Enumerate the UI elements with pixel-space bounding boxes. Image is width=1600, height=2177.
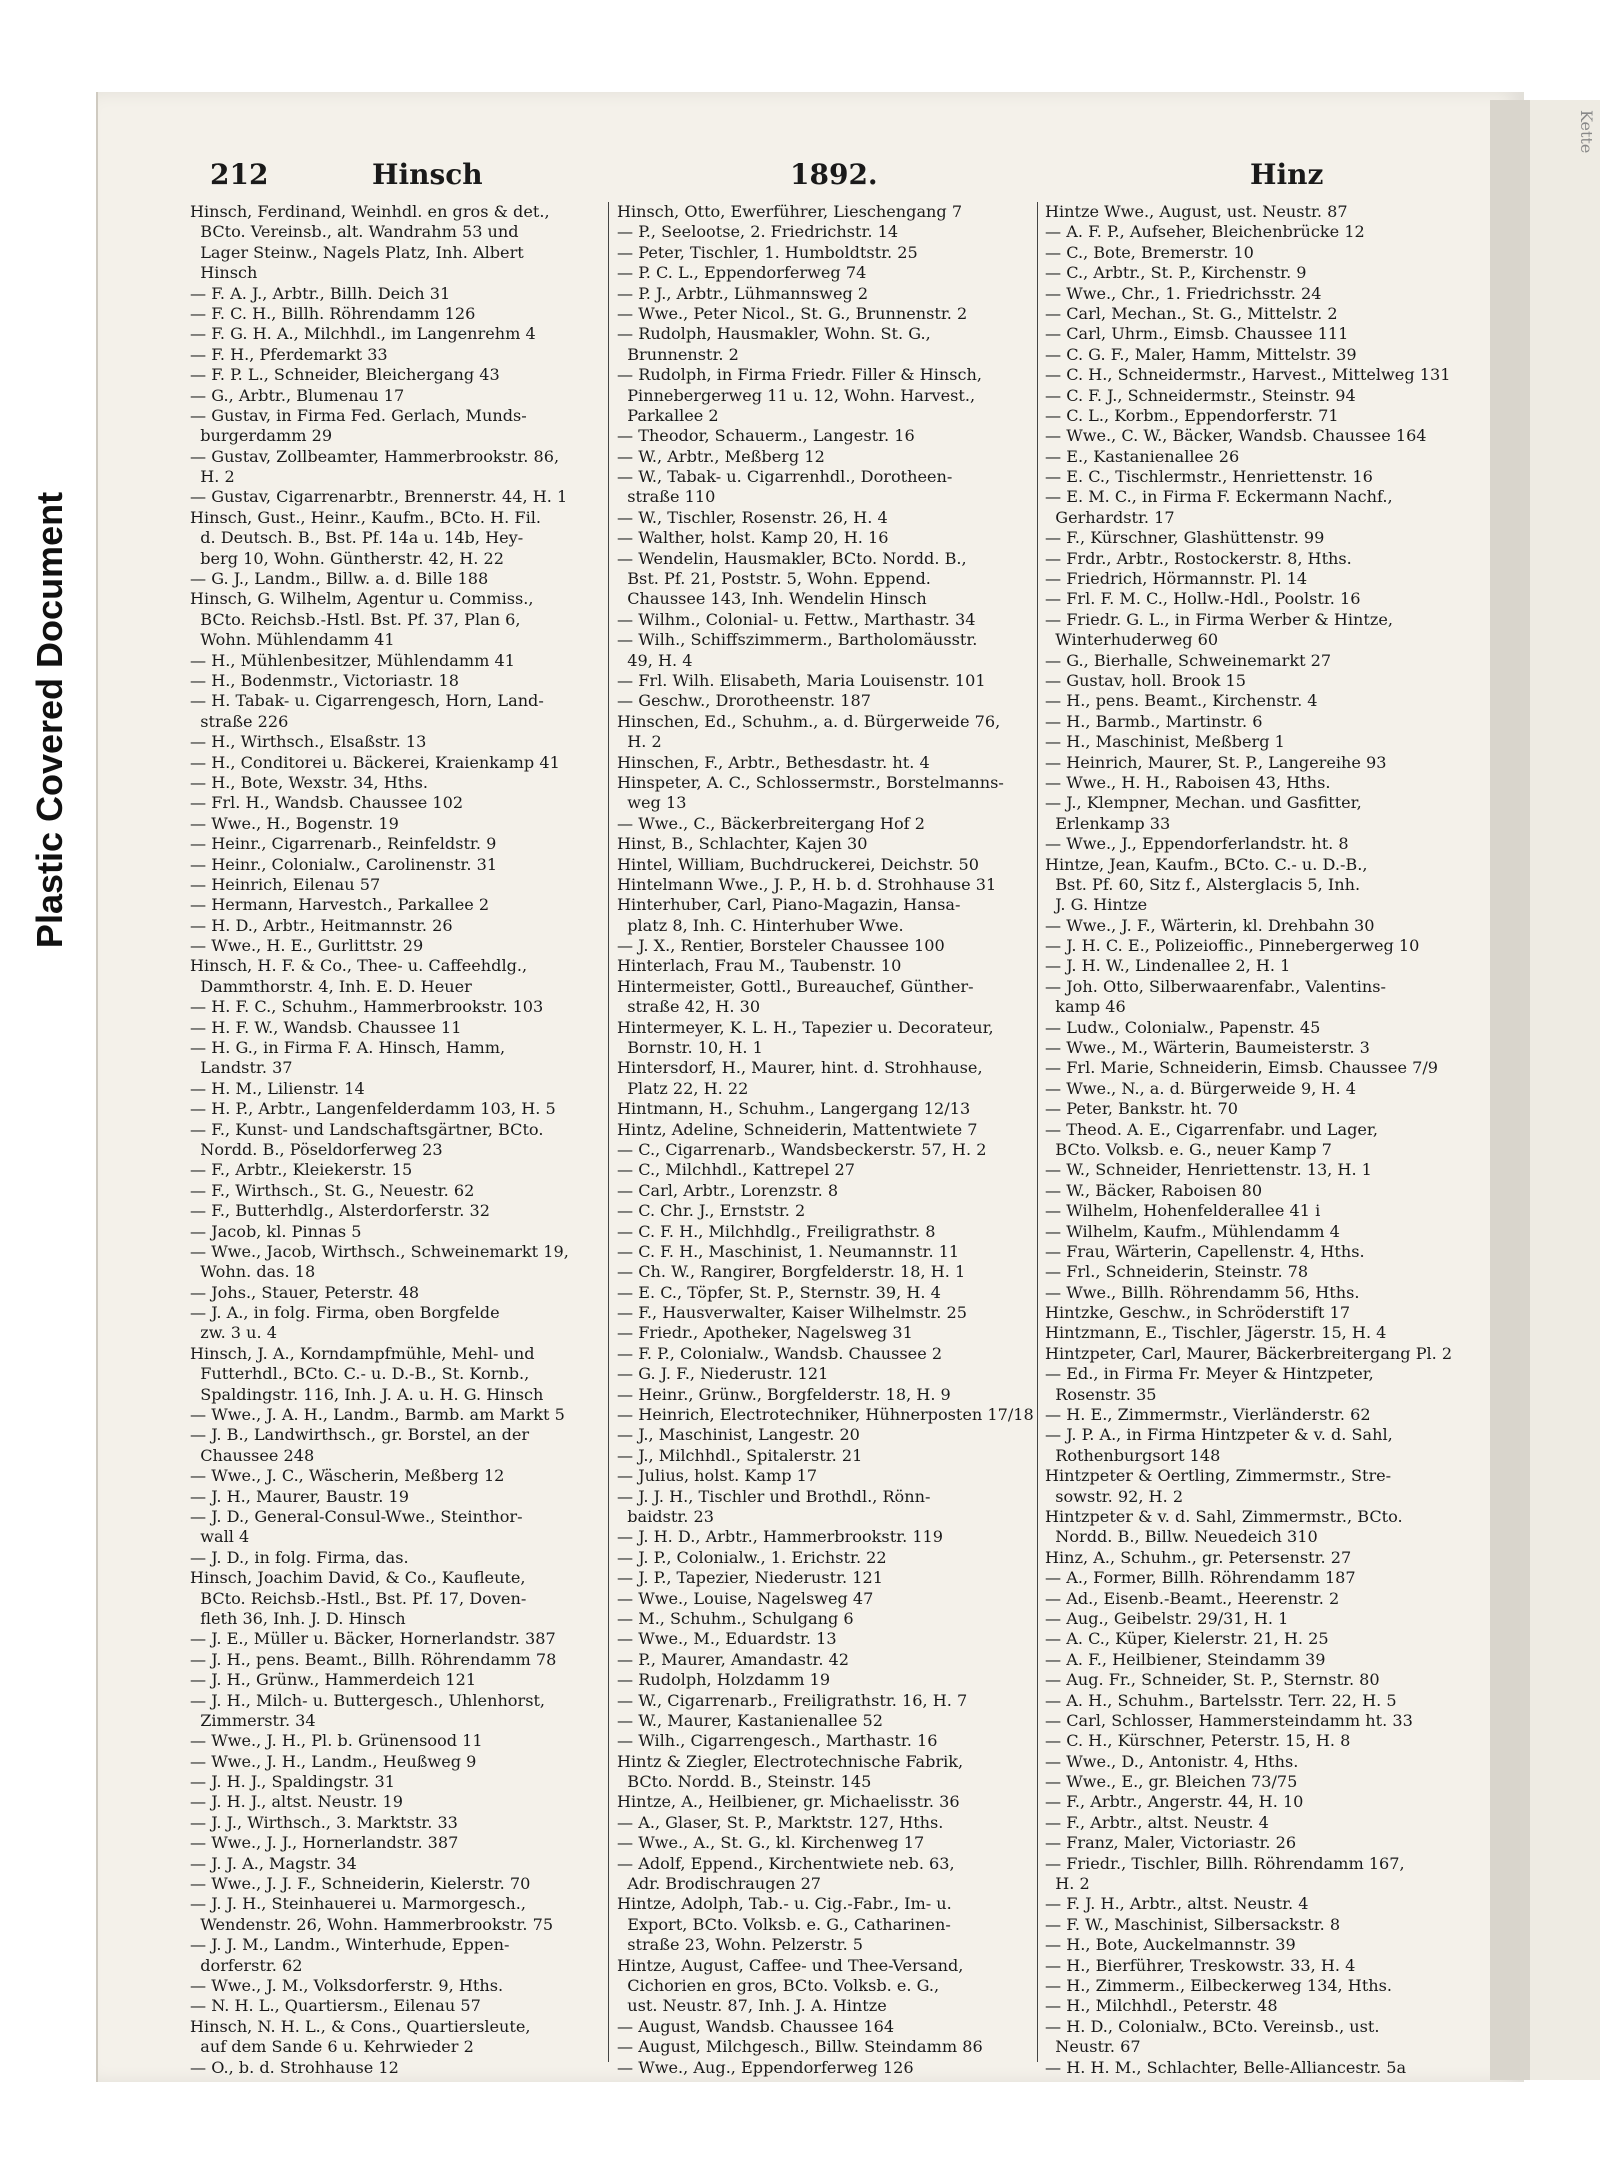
directory-entry-line: Hinsch, Joachim David, & Co., Kaufleute,	[190, 1568, 526, 1588]
directory-entry-line: — Gustav, Cigarrenarbtr., Brennerstr. 44, H. 1	[190, 487, 568, 507]
directory-entry-line: — Franz, Maler, Victoriastr. 26	[1045, 1833, 1297, 1853]
directory-entry-line: — Wwe., J. J. F., Schneiderin, Kielerstr. 70	[190, 1874, 531, 1894]
directory-entry-line: — Wilhelm, Hohenfelderallee 41 i	[1045, 1201, 1321, 1221]
directory-entry-line: — Wwe., E., gr. Bleichen 73/75	[1045, 1772, 1298, 1792]
directory-entry-line: — F. A. J., Arbtr., Billh. Deich 31	[190, 283, 451, 303]
directory-entry-line: — N. H. L., Quartiersm., Eilenau 57	[190, 1996, 481, 2016]
directory-entry-line: — C., Milchhdl., Kattrepel 27	[617, 1160, 855, 1180]
directory-entry-line: Hinterlach, Frau M., Taubenstr. 10	[617, 956, 902, 976]
directory-entry-line: Nordd. B., Pöseldorferweg 23	[190, 1139, 443, 1159]
directory-entry-line: Hintz, Adeline, Schneiderin, Mattentwiete 7	[617, 1119, 978, 1139]
directory-entry-line: — Wwe., J. J., Hornerlandstr. 387	[190, 1833, 459, 1853]
page-gutter	[1490, 100, 1530, 2080]
directory-entry-line: Hintzke, Geschw., in Schröderstift 17	[1045, 1303, 1351, 1323]
directory-entry-line: Hinsch, G. Wilhelm, Agentur u. Commiss.,	[190, 589, 534, 609]
directory-entry-line: — Wwe., Aug., Eppendorferweg 126	[617, 2057, 914, 2077]
directory-entry-line: — F., Arbtr., altst. Neustr. 4	[1045, 1812, 1269, 1832]
directory-entry-line: Bst. Pf. 21, Poststr. 5, Wohn. Eppend.	[617, 569, 931, 589]
directory-entry-line: Parkallee 2	[617, 405, 719, 425]
directory-entry-line: — J. H., pens. Beamt., Billh. Röhrendamm 78	[190, 1649, 557, 1669]
directory-entry-line: — Ch. W., Rangirer, Borgfelderstr. 18, H. 1	[617, 1262, 966, 1282]
directory-entry-line: — H., Bodenmstr., Victoriastr. 18	[190, 670, 460, 690]
directory-entry-line: Hinschen, F., Arbtr., Bethesdastr. ht. 4	[617, 752, 930, 772]
directory-entry-line: — J. J. M., Landm., Winterhude, Eppen-	[190, 1935, 510, 1955]
directory-column-2	[617, 202, 1034, 2077]
column-rule	[1037, 202, 1038, 2062]
directory-entry-line: — W., Tabak- u. Cigarrenhdl., Dorotheen-	[617, 467, 953, 487]
directory-entry-line: — J. D., General-Consul-Wwe., Steinthor-	[190, 1507, 523, 1526]
directory-entry-line: straße 23, Wohn. Pelzerstr. 5	[617, 1935, 864, 1955]
directory-entry-line: — J. H. J., altst. Neustr. 19	[190, 1792, 403, 1812]
directory-entry-line: — Aug., Geibelstr. 29/31, H. 1	[1045, 1608, 1289, 1628]
directory-entry-line: — F., Kürschner, Glashüttenstr. 99	[1045, 528, 1325, 548]
directory-entry-line: — Wwe., Jacob, Wirthsch., Schweinemarkt 19,	[190, 1241, 569, 1261]
directory-entry-line: — F. P. L., Schneider, Bleichergang 43	[190, 365, 500, 385]
directory-entry-line: Bornstr. 10, H. 1	[617, 1038, 763, 1058]
directory-entry-line: — Gustav, in Firma Fed. Gerlach, Munds-	[190, 405, 527, 425]
directory-entry-line: — Wilh., Schiffszimmerm., Bartholomäusstr.	[617, 630, 978, 650]
directory-entry-line: — H. G., in Firma F. A. Hinsch, Hamm,	[190, 1038, 506, 1058]
directory-entry-line: — Ad., Eisenb.-Beamt., Heerenstr. 2	[1045, 1588, 1340, 1608]
directory-entry-line: — F., Arbtr., Angerstr. 44, H. 10	[1045, 1792, 1304, 1812]
directory-entry-line: — F., Hausverwalter, Kaiser Wilhelmstr. 25	[617, 1303, 968, 1323]
directory-entry-line: Rothenburgsort 148	[1045, 1445, 1221, 1465]
directory-entry-line: — Friedr., Tischler, Billh. Röhrendamm 167,	[1045, 1853, 1405, 1873]
directory-entry-line: — E., Kastanienallee 26	[1045, 446, 1240, 466]
directory-entry-line: — P. J., Arbtr., Lühmannsweg 2	[617, 283, 869, 303]
directory-entry-line: Hinsch, J. A., Korndampfmühle, Mehl- und	[190, 1343, 535, 1363]
directory-entry-line: — Aug. Fr., Schneider, St. P., Sternstr. 80	[1045, 1670, 1380, 1690]
directory-entry-line: — J. H., Maurer, Baustr. 19	[190, 1486, 409, 1506]
directory-entry-line: Hintzpeter & v. d. Sahl, Zimmermstr., BCto.	[1045, 1507, 1403, 1526]
directory-entry-line: fleth 36, Inh. J. D. Hinsch	[190, 1608, 406, 1628]
directory-entry-line: Hinterhuber, Carl, Piano-Magazin, Hansa-	[617, 895, 961, 915]
directory-entry-line: — J. E., Müller u. Bäcker, Hornerlandstr. 387	[190, 1629, 556, 1649]
directory-entry-line: — Wwe., J. C., Wäscherin, Meßberg 12	[190, 1466, 505, 1486]
directory-entry-line: straße 226	[190, 711, 289, 731]
directory-entry-line: — J. D., in folg. Firma, das.	[190, 1547, 409, 1567]
directory-entry-line: — E. M. C., in Firma F. Eckermann Nachf.,	[1045, 487, 1393, 507]
directory-entry-line: — Heinr., Grünw., Borgfelderstr. 18, H. 9	[617, 1384, 951, 1404]
directory-entry-line: — Theodor, Schauerm., Langestr. 16	[617, 426, 915, 446]
directory-entry-line: — Ed., in Firma Fr. Meyer & Hintzpeter,	[1045, 1364, 1374, 1384]
directory-entry-line: Hintze, A., Heilbiener, gr. Michaelisstr. 36	[617, 1792, 960, 1812]
directory-entry-line: — Wwe., J. H., Pl. b. Grünensood 11	[190, 1731, 483, 1751]
directory-entry-line: — J. J. H., Tischler und Brothdl., Rönn-	[617, 1486, 931, 1506]
side-label: Plastic Covered Document	[29, 491, 71, 949]
directory-entry-line: Neustr. 67	[1045, 2037, 1141, 2057]
directory-entry-line: — P., Seelootse, 2. Friedrichstr. 14	[617, 222, 899, 242]
directory-entry-line: — H., Bote, Auckelmannstr. 39	[1045, 1935, 1296, 1955]
directory-entry-line: J. G. Hintze	[1045, 895, 1148, 915]
directory-entry-line: Zimmerstr. 34	[190, 1710, 316, 1730]
directory-entry-line: auf dem Sande 6 u. Kehrwieder 2	[190, 2037, 474, 2057]
directory-entry-line: — Friedrich, Hörmannstr. Pl. 14	[1045, 569, 1308, 589]
directory-entry-line: — Heinrich, Maurer, St. P., Langereihe 93	[1045, 752, 1387, 772]
directory-entry-line: — H., Bote, Wexstr. 34, Hths.	[190, 772, 428, 792]
directory-entry-line: — F. W., Maschinist, Silbersackstr. 8	[1045, 1914, 1341, 1934]
directory-entry-line: Hintersdorf, H., Maurer, hint. d. Strohhause,	[617, 1058, 983, 1078]
directory-entry-line: — Wwe., H. E., Gurlittstr. 29	[190, 936, 424, 956]
directory-entry-line: — H. Tabak- u. Cigarrengesch, Horn, Land-	[190, 691, 544, 711]
directory-entry-line: — H., Wirthsch., Elsaßstr. 13	[190, 732, 427, 752]
directory-entry-line: — G., Arbtr., Blumenau 17	[190, 385, 405, 405]
directory-entry-line: — C., Cigarrenarb., Wandsbeckerstr. 57, H. 2	[617, 1139, 987, 1159]
directory-entry-line: — H. M., Lilienstr. 14	[190, 1078, 365, 1098]
directory-entry-line: BCto. Reichsb.-Hstl., Bst. Pf. 17, Doven-	[190, 1588, 527, 1608]
directory-entry-line: — Carl, Mechan., St. G., Mittelstr. 2	[1045, 303, 1338, 323]
directory-entry-line: Cichorien en gros, BCto. Volksb. e. G.,	[617, 1975, 940, 1995]
directory-entry-line: — C. H., Schneidermstr., Harvest., Mittelweg 131	[1045, 365, 1451, 385]
directory-entry-line: — H., Milchhdl., Peterstr. 48	[1045, 1996, 1278, 2016]
directory-entry-line: ust. Neustr. 87, Inh. J. A. Hintze	[617, 1996, 887, 2016]
directory-entry-line: — C. F. H., Maschinist, 1. Neumannstr. 11	[617, 1241, 960, 1261]
directory-entry-line: — Wendelin, Hausmakler, BCto. Nordd. B.,	[617, 548, 967, 568]
directory-entry-line: — August, Milchgesch., Billw. Steindamm 86	[617, 2037, 983, 2057]
directory-entry-line: Futterhdl., BCto. C.- u. D.-B., St. Kornb.,	[190, 1364, 530, 1384]
directory-entry-line: — H. D., Arbtr., Heitmannstr. 26	[190, 915, 453, 935]
directory-entry-line: Hinspeter, A. C., Schlossermstr., Borstelmanns-	[617, 772, 1004, 792]
directory-entry-line: Adr. Brodischraugen 27	[617, 1874, 822, 1894]
directory-entry-line: H. 2	[190, 467, 235, 487]
directory-entry-line: — C. F. H., Milchhdlg., Freiligrathstr. 8	[617, 1221, 936, 1241]
directory-entry-line: burgerdamm 29	[190, 426, 333, 446]
directory-entry-line: — W., Cigarrenarb., Freiligrathstr. 16, H. 7	[617, 1690, 968, 1710]
directory-entry-line: Hinsch, Ferdinand, Weinhdl. en gros & det.,	[190, 202, 550, 221]
directory-entry-line: — Jacob, kl. Pinnas 5	[190, 1221, 362, 1241]
directory-entry-line: — Gustav, holl. Brook 15	[1045, 670, 1246, 690]
directory-entry-line: — Wwe., J. H., Landm., Heußweg 9	[190, 1751, 477, 1771]
directory-entry-line: — Heinrich, Electrotechniker, Hühnerposten 17/18	[617, 1405, 1034, 1425]
directory-entry-line: — Wilhelm, Kaufm., Mühlendamm 4	[1045, 1221, 1340, 1241]
directory-entry-line: — Adolf, Eppend., Kirchentwiete neb. 63,	[617, 1853, 955, 1873]
directory-entry-line: — G., Bierhalle, Schweinemarkt 27	[1045, 650, 1332, 670]
directory-entry-line: — Joh. Otto, Silberwaarenfabr., Valentins-	[1045, 976, 1386, 996]
directory-entry-line: BCto. Reichsb.-Hstl. Bst. Pf. 37, Plan 6,	[190, 609, 521, 629]
directory-entry-line: — H. F. W., Wandsb. Chaussee 11	[190, 1017, 462, 1037]
directory-entry-line: — Frdr., Arbtr., Rostockerstr. 8, Hths.	[1045, 548, 1352, 568]
directory-entry-line: — H., Maschinist, Meßberg 1	[1045, 732, 1285, 752]
directory-entry-line: — H., Bierführer, Treskowstr. 33, H. 4	[1045, 1955, 1356, 1975]
directory-entry-line: Hintz & Ziegler, Electrotechnische Fabrik,	[617, 1751, 964, 1771]
directory-entry-line: — Rudolph, Hausmakler, Wohn. St. G.,	[617, 324, 931, 344]
directory-entry-line: — Rudolph, Holzdamm 19	[617, 1670, 831, 1690]
directory-entry-line: — J., Klempner, Mechan. und Gasfitter,	[1045, 793, 1362, 813]
directory-entry-line: Hintermeister, Gottl., Bureauchef, Günther-	[617, 976, 974, 996]
directory-entry-line: Hintzpeter & Oertling, Zimmermstr., Stre-	[1045, 1466, 1392, 1486]
column-rule	[608, 202, 609, 2062]
directory-entry-line: — J. J. A., Magstr. 34	[190, 1853, 357, 1873]
directory-entry-line: Hinsch	[190, 263, 258, 283]
directory-entry-line: — J. X., Rentier, Borsteler Chaussee 100	[617, 936, 945, 956]
directory-entry-line: — Rudolph, in Firma Friedr. Filler & Hinsch,	[617, 365, 983, 385]
directory-entry-line: — H., pens. Beamt., Kirchenstr. 4	[1045, 691, 1318, 711]
directory-entry-line: wall 4	[190, 1527, 250, 1547]
directory-entry-line: Nordd. B., Billw. Neuedeich 310	[1045, 1527, 1318, 1547]
directory-entry-line: — Wwe., J., Eppendorferlandstr. ht. 8	[1045, 834, 1349, 854]
directory-entry-line: Dammthorstr. 4, Inh. E. D. Heuer	[190, 976, 472, 996]
directory-entry-line: — Wilhm., Colonial- u. Fettw., Marthastr. 34	[617, 609, 976, 629]
directory-entry-line: Lager Steinw., Nagels Platz, Inh. Albert	[190, 242, 524, 262]
directory-entry-line: — W., Schneider, Henriettenstr. 13, H. 1	[1045, 1160, 1372, 1180]
directory-entry-line: straße 42, H. 30	[617, 997, 761, 1017]
directory-entry-line: — Wilh., Cigarrengesch., Marthastr. 16	[617, 1731, 938, 1751]
directory-entry-line: — Peter, Tischler, 1. Humboldtstr. 25	[617, 242, 918, 262]
directory-entry-line: — Wwe., Billh. Röhrendamm 56, Hths.	[1045, 1282, 1360, 1302]
directory-entry-line: — P., Maurer, Amandastr. 42	[617, 1649, 850, 1669]
directory-entry-line: — Wwe., C., Bäckerbreitergang Hof 2	[617, 813, 925, 833]
directory-entry-line: Chaussee 143, Inh. Wendelin Hinsch	[617, 589, 927, 609]
directory-entry-line: Hintermeyer, K. L. H., Tapezier u. Decorateur,	[617, 1017, 994, 1037]
directory-entry-line: — F., Kunst- und Landschaftsgärtner, BCto.	[190, 1119, 544, 1139]
header-year: 1892.	[790, 158, 878, 191]
directory-entry-line: Hinschen, Ed., Schuhm., a. d. Bürgerweide 76,	[617, 711, 1001, 731]
directory-entry-line: — Johs., Stauer, Peterstr. 48	[190, 1282, 420, 1302]
directory-entry-line: — Wwe., C. W., Bäcker, Wandsb. Chaussee 164	[1045, 426, 1427, 446]
directory-entry-line: BCto. Vereinsb., alt. Wandrahm 53 und	[190, 222, 519, 242]
directory-entry-line: — Heinr., Colonialw., Carolinenstr. 31	[190, 854, 498, 874]
directory-entry-line: — C. Chr. J., Ernststr. 2	[617, 1201, 806, 1221]
directory-entry-line: straße 110	[617, 487, 716, 507]
directory-entry-line: Wendenstr. 26, Wohn. Hammerbrookstr. 75	[190, 1914, 554, 1934]
directory-entry-line: — Peter, Bankstr. ht. 70	[1045, 1099, 1238, 1119]
directory-entry-line: H. 2	[617, 732, 662, 752]
directory-entry-line: — Wwe., A., St. G., kl. Kirchenweg 17	[617, 1833, 925, 1853]
directory-entry-line: — Wwe., M., Eduardstr. 13	[617, 1629, 837, 1649]
directory-entry-line: Chaussee 248	[190, 1445, 315, 1465]
directory-entry-line: Export, BCto. Volksb. e. G., Catharinen-	[617, 1914, 951, 1934]
directory-entry-line: — Wwe., Chr., 1. Friedrichsstr. 24	[1045, 283, 1322, 303]
directory-entry-line: — J. P., Colonialw., 1. Erichstr. 22	[617, 1547, 887, 1567]
directory-entry-line: — F. P., Colonialw., Wandsb. Chaussee 2	[617, 1343, 943, 1363]
directory-entry-line: Gerhardstr. 17	[1045, 507, 1175, 527]
directory-entry-line: Hinsch, Gust., Heinr., Kaufm., BCto. H. Fil.	[190, 507, 541, 527]
directory-entry-line: Hintze, August, Caffee- und Thee-Versand,	[617, 1955, 964, 1975]
directory-entry-line: — A., Former, Billh. Röhrendamm 187	[1045, 1568, 1356, 1588]
directory-entry-line: — Frl. F. M. C., Hollw.-Hdl., Poolstr. 16	[1045, 589, 1361, 609]
directory-entry-line: 49, H. 4	[617, 650, 693, 670]
directory-entry-line: — F. H., Pferdemarkt 33	[190, 344, 388, 364]
directory-entry-line: — Wwe., H., Bogenstr. 19	[190, 813, 399, 833]
directory-entry-line: — A. C., Küper, Kielerstr. 21, H. 25	[1045, 1629, 1329, 1649]
directory-entry-line: — A. H., Schuhm., Bartelsstr. Terr. 22, H. 5	[1045, 1690, 1397, 1710]
directory-entry-line: — Wwe., J. F., Wärterin, kl. Drehbahn 30	[1045, 915, 1375, 935]
directory-entry-line: — M., Schuhm., Schulgang 6	[617, 1608, 854, 1628]
directory-entry-line: — P. C. L., Eppendorferweg 74	[617, 263, 867, 283]
directory-entry-line: — J. H. J., Spaldingstr. 31	[190, 1772, 396, 1792]
directory-entry-line: — J. H. W., Lindenallee 2, H. 1	[1045, 956, 1291, 976]
directory-entry-line: Rosenstr. 35	[1045, 1384, 1157, 1404]
directory-entry-line: — Wwe., Peter Nicol., St. G., Brunnenstr. 2	[617, 303, 968, 323]
directory-entry-line: — C. L., Korbm., Eppendorferstr. 71	[1045, 405, 1339, 425]
directory-entry-line: — J. H. C. E., Polizeioffic., Pinnebergerweg 10	[1045, 936, 1420, 956]
directory-entry-line: — J. A., in folg. Firma, oben Borgfelde	[190, 1303, 500, 1323]
directory-entry-line: — Wwe., N., a. d. Bürgerweide 9, H. 4	[1045, 1078, 1356, 1098]
directory-entry-line: Pinnebergerweg 11 u. 12, Wohn. Harvest.,	[617, 385, 976, 405]
directory-entry-line: baidstr. 23	[617, 1507, 714, 1526]
directory-entry-line: Hintelmann Wwe., J. P., H. b. d. Strohhause 31	[617, 874, 997, 894]
directory-entry-line: — Frl. Wilh. Elisabeth, Maria Louisenstr. 101	[617, 670, 986, 690]
directory-entry-line: — Friedr. G. L., in Firma Werber & Hintze,	[1045, 609, 1394, 629]
directory-entry-line: Wohn. das. 18	[190, 1262, 316, 1282]
directory-entry-line: — A. F., Heilbiener, Steindamm 39	[1045, 1649, 1326, 1669]
directory-entry-line: — F. G. H. A., Milchhdl., im Langenrehm 4	[190, 324, 536, 344]
directory-entry-line: Hintze, Adolph, Tab.- u. Cig.-Fabr., Im- u.	[617, 1894, 952, 1914]
directory-entry-line: Hinz, A., Schuhm., gr. Petersenstr. 27	[1045, 1547, 1352, 1567]
directory-entry-line: — Wwe., J. M., Volksdorferstr. 9, Hths.	[190, 1975, 504, 1995]
directory-entry-line: BCto. Nordd. B., Steinstr. 145	[617, 1772, 872, 1792]
directory-entry-line: platz 8, Inh. C. Hinterhuber Wwe.	[617, 915, 904, 935]
right-page-fragment: Kette	[1577, 110, 1596, 154]
directory-entry-line: Hintmann, H., Schuhm., Langergang 12/13	[617, 1099, 971, 1119]
directory-entry-line: — J. H. D., Arbtr., Hammerbrookstr. 119	[617, 1527, 944, 1547]
directory-entry-line: Hinsch, Otto, Ewerführer, Lieschengang 7	[617, 202, 963, 221]
directory-entry-line: Hintzmann, E., Tischler, Jägerstr. 15, H. 4	[1045, 1323, 1387, 1343]
directory-entry-line: — J. J., Wirthsch., 3. Marktstr. 33	[190, 1812, 458, 1832]
directory-entry-line: — E. C., Töpfer, St. P., Sternstr. 39, H. 4	[617, 1282, 941, 1302]
directory-entry-line: — Theod. A. E., Cigarrenfabr. und Lager,	[1045, 1119, 1378, 1139]
directory-entry-line: — Frl., Schneiderin, Steinstr. 78	[1045, 1262, 1309, 1282]
directory-entry-line: Landstr. 37	[190, 1058, 293, 1078]
directory-entry-line: — F., Arbtr., Kleiekerstr. 15	[190, 1160, 413, 1180]
directory-entry-line: H. 2	[1045, 1874, 1090, 1894]
directory-entry-line: — Carl, Uhrm., Eimsb. Chaussee 111	[1045, 324, 1349, 344]
directory-entry-line: — Wwe., M., Wärterin, Baumeisterstr. 3	[1045, 1038, 1370, 1058]
directory-entry-line: — H. H. M., Schlachter, Belle-Alliancestr. 5a	[1045, 2057, 1407, 2077]
directory-entry-line: Bst. Pf. 60, Sitz f., Alsterglacis 5, Inh.	[1045, 874, 1361, 894]
directory-entry-line: — J. P., Tapezier, Niederustr. 121	[617, 1568, 884, 1588]
directory-entry-line: Hintel, William, Buchdruckerei, Deichstr. 50	[617, 854, 979, 874]
directory-entry-line: — C., Bote, Bremerstr. 10	[1045, 242, 1254, 262]
directory-entry-line: — A., Glaser, St. P., Marktstr. 127, Hths.	[617, 1812, 944, 1832]
directory-entry-line: — H. P., Arbtr., Langenfelderdamm 103, H. 5	[190, 1099, 556, 1119]
directory-entry-line: — Wwe., J. A. H., Landm., Barmb. am Markt 5	[190, 1405, 565, 1425]
directory-entry-line: — H. E., Zimmermstr., Vierländerstr. 62	[1045, 1405, 1371, 1425]
directory-entry-line: — J. H., Milch- u. Buttergesch., Uhlenhorst,	[190, 1690, 546, 1710]
directory-entry-line: — C. H., Kürschner, Peterstr. 15, H. 8	[1045, 1731, 1351, 1751]
directory-entry-line: dorferstr. 62	[190, 1955, 303, 1975]
directory-entry-line: zw. 3 u. 4	[190, 1323, 277, 1343]
page-header	[110, 158, 1410, 196]
header-right-word: Hinz	[1250, 158, 1324, 191]
directory-entry-line: — Walther, holst. Kamp 20, H. 16	[617, 528, 889, 548]
directory-column-3	[1045, 202, 1475, 2077]
directory-entry-line: — J. H., Grünw., Hammerdeich 121	[190, 1670, 477, 1690]
directory-entry-line: — W., Maurer, Kastanienallee 52	[617, 1710, 883, 1730]
directory-entry-line: — Geschw., Drorotheenstr. 187	[617, 691, 871, 711]
directory-entry-line: — J., Maschinist, Langestr. 20	[617, 1425, 860, 1445]
directory-entry-line: — J. J. H., Steinhauerei u. Marmorgesch.,	[190, 1894, 527, 1914]
directory-entry-line: — Ludw., Colonialw., Papenstr. 45	[1045, 1017, 1321, 1037]
directory-entry-line: — F., Butterhdlg., Alsterdorferstr. 32	[190, 1201, 490, 1221]
directory-entry-line: — A. F. P., Aufseher, Bleichenbrücke 12	[1045, 222, 1365, 242]
directory-entry-line: berg 10, Wohn. Güntherstr. 42, H. 22	[190, 548, 504, 568]
directory-entry-line: — W., Tischler, Rosenstr. 26, H. 4	[617, 507, 888, 527]
directory-entry-line: — C., Arbtr., St. P., Kirchenstr. 9	[1045, 263, 1307, 283]
directory-entry-line: — H., Conditorei u. Bäckerei, Kraienkamp 41	[190, 752, 560, 772]
directory-entry-line: — C. G. F., Maler, Hamm, Mittelstr. 39	[1045, 344, 1357, 364]
directory-entry-line: Wohn. Mühlendamm 41	[190, 630, 395, 650]
directory-entry-line: — Wwe., H. H., Raboisen 43, Hths.	[1045, 772, 1331, 792]
directory-entry-line: weg 13	[617, 793, 687, 813]
directory-entry-line: BCto. Volksb. e. G., neuer Kamp 7	[1045, 1139, 1332, 1159]
directory-entry-line: — W., Bäcker, Raboisen 80	[1045, 1180, 1263, 1200]
directory-entry-line: — F. C. H., Billh. Röhrendamm 126	[190, 303, 476, 323]
directory-entry-line: — Hermann, Harvestch., Parkallee 2	[190, 895, 490, 915]
directory-entry-line: — C. F. J., Schneidermstr., Steinstr. 94	[1045, 385, 1356, 405]
directory-entry-line: — H., Barmb., Martinstr. 6	[1045, 711, 1263, 731]
directory-entry-line: d. Deutsch. B., Bst. Pf. 14a u. 14b, Hey-	[190, 528, 524, 548]
directory-entry-line: — Carl, Schlosser, Hammersteindamm ht. 33	[1045, 1710, 1413, 1730]
directory-entry-line: — Wwe., Louise, Nagelsweg 47	[617, 1588, 874, 1608]
directory-entry-line: Platz 22, H. 22	[617, 1078, 749, 1098]
directory-entry-line: — E. C., Tischlermstr., Henriettenstr. 16	[1045, 467, 1373, 487]
directory-entry-line: — J. P. A., in Firma Hintzpeter & v. d. Sahl,	[1045, 1425, 1393, 1445]
directory-entry-line: Winterhuderweg 60	[1045, 630, 1219, 650]
header-left-word: Hinsch	[372, 158, 483, 191]
directory-entry-line: Hintze, Jean, Kaufm., BCto. C.- u. D.-B.,	[1045, 854, 1368, 874]
directory-entry-line: — J., Milchhdl., Spitalerstr. 21	[617, 1445, 863, 1465]
directory-entry-line: — August, Wandsb. Chaussee 164	[617, 2016, 895, 2036]
directory-entry-line: — H. D., Colonialw., BCto. Vereinsb., ust.	[1045, 2016, 1380, 2036]
page-number: 212	[210, 158, 269, 191]
directory-entry-line: Erlenkamp 33	[1045, 813, 1171, 833]
directory-entry-line: — Frl. H., Wandsb. Chaussee 102	[190, 793, 464, 813]
directory-entry-line: — H., Mühlenbesitzer, Mühlendamm 41	[190, 650, 515, 670]
directory-entry-line: Hinsch, H. F. & Co., Thee- u. Caffeehdlg.,	[190, 956, 528, 976]
directory-entry-line: — W., Arbtr., Meßberg 12	[617, 446, 825, 466]
directory-entry-line: — O., b. d. Strohhause 12	[190, 2057, 399, 2077]
directory-entry-line: Brunnenstr. 2	[617, 344, 739, 364]
directory-entry-line: — G. J. F., Niederustr. 121	[617, 1364, 829, 1384]
directory-column-1	[190, 202, 602, 2077]
directory-entry-line: — H., Zimmerm., Eilbeckerweg 134, Hths.	[1045, 1975, 1393, 1995]
directory-entry-line: — F., Wirthsch., St. G., Neuestr. 62	[190, 1180, 475, 1200]
directory-entry-line: — Frau, Wärterin, Capellenstr. 4, Hths.	[1045, 1241, 1365, 1261]
directory-entry-line: — Carl, Arbtr., Lorenzstr. 8	[617, 1180, 839, 1200]
directory-entry-line: kamp 46	[1045, 997, 1126, 1017]
directory-entry-line: — Friedr., Apotheker, Nagelsweg 31	[617, 1323, 913, 1343]
directory-entry-line: — Wwe., D., Antonistr. 4, Hths.	[1045, 1751, 1299, 1771]
directory-entry-line: — Heinrich, Eilenau 57	[190, 874, 381, 894]
directory-entry-line: — Frl. Marie, Schneiderin, Eimsb. Chaussee 7/9	[1045, 1058, 1438, 1078]
directory-entry-line: — Gustav, Zollbeamter, Hammerbrookstr. 86,	[190, 446, 560, 466]
directory-entry-line: — Heinr., Cigarrenarb., Reinfeldstr. 9	[190, 834, 497, 854]
directory-entry-line: sowstr. 92, H. 2	[1045, 1486, 1184, 1506]
directory-entry-line: Hintzpeter, Carl, Maurer, Bäckerbreitergang Pl. 2	[1045, 1343, 1453, 1363]
directory-entry-line: Hinsch, N. H. L., & Cons., Quartiersleute,	[190, 2016, 531, 2036]
directory-entry-line: — H. F. C., Schuhm., Hammerbrookstr. 103	[190, 997, 544, 1017]
directory-entry-line: Spaldingstr. 116, Inh. J. A. u. H. G. Hinsch	[190, 1384, 544, 1404]
directory-entry-line: — Julius, holst. Kamp 17	[617, 1466, 818, 1486]
directory-entry-line: — F. J. H., Arbtr., altst. Neustr. 4	[1045, 1894, 1309, 1914]
directory-entry-line: — G. J., Landm., Billw. a. d. Bille 188	[190, 569, 489, 589]
directory-entry-line: — J. B., Landwirthsch., gr. Borstel, an der	[190, 1425, 530, 1445]
directory-entry-line: Hinst, B., Schlachter, Kajen 30	[617, 834, 868, 854]
directory-entry-line: Hintze Wwe., August, ust. Neustr. 87	[1045, 202, 1348, 221]
